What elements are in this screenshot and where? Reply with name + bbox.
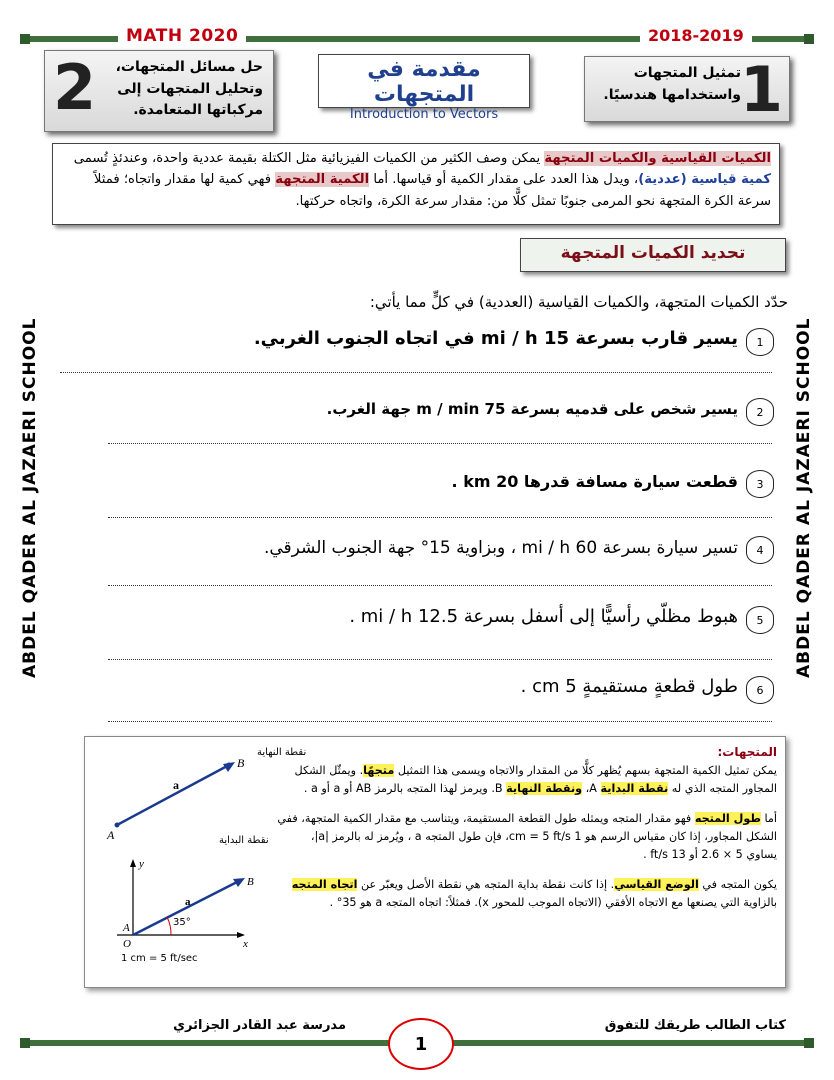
footer-book-title: كتاب الطالب طريقك للتفوق [560, 1018, 792, 1033]
objective-number: 2 [53, 51, 97, 124]
label-b: B [247, 876, 254, 888]
term-standard-position: الوضع القياسي [614, 877, 699, 891]
question-number: 2 [746, 398, 774, 426]
footer-school-name: مدرسة عبد القادر الجزائري [120, 1018, 352, 1033]
question-list [60, 318, 792, 718]
vectors-heading: المتجهات: [717, 745, 777, 759]
question-text: طول قطعةٍ مستقيمةٍ 5 cm . [520, 676, 738, 697]
question-number: 6 [746, 676, 774, 704]
answer-line[interactable] [108, 658, 772, 660]
objective-2 [44, 50, 274, 132]
frame-corner [20, 34, 30, 44]
x-label: x [243, 938, 248, 950]
question-number: 1 [746, 328, 774, 356]
page-number: 1 [388, 1018, 454, 1070]
intro-text: ، ويدل هذا العدد على مقدار الكمية أو قياسها. أما [369, 172, 639, 188]
y-label: y [139, 858, 144, 870]
objective-number: 1 [739, 53, 783, 126]
label-a: A [123, 922, 130, 934]
standard-position-diagram [93, 855, 263, 967]
vector-arrow [117, 765, 229, 825]
label-b: B [237, 756, 245, 770]
frame-corner [804, 34, 814, 44]
answer-line[interactable] [60, 371, 772, 373]
objective-text: تمثيل المتجهات واستخدامها هندسيًا. [603, 65, 741, 103]
question-text: هبوط مظلّي رأسيًّا إلى أسفل بسرعة 12.5 mi / h . [349, 606, 738, 627]
question-text: تسير سيارة بسرعة 60 mi / h ، وبزاوية 15° جهة الجنوب الشرقي. [263, 538, 738, 558]
objective-1 [584, 53, 790, 126]
vectors-info-box [84, 736, 786, 988]
answer-line[interactable] [108, 516, 772, 518]
answer-line[interactable] [108, 720, 772, 722]
angle-label: 35° [173, 917, 191, 928]
term-vector: متجهًا [363, 764, 395, 778]
start-point [115, 823, 120, 828]
vectors-para-2: أما طول المتجه فهو مقدار المتجه ويمثله طول القطعة المستقيمة، ويتناسب مع مقدار الكمية المتجهة، ففي الشكل المجاور، إذا كان مقياس الرسم هو 1 cm = 5 ft/s، فإن طول المتجه a ، ويُرمز له بالرمز |a|، يساوي 5 × 2.6 أو 13 ft/s . [277, 812, 777, 861]
question-number: 3 [746, 470, 774, 498]
label-a: A [107, 828, 115, 842]
term-vector: الكمية المتجهة [275, 172, 370, 188]
vector-diagram [89, 743, 307, 853]
instruction: حدّد الكميات المتجهة، والكميات القياسية (العددية) في كلٍّ مما يأتي: [369, 293, 788, 311]
intro-paragraph [52, 143, 780, 225]
frame-corner [804, 1038, 814, 1048]
frame-corner [20, 1038, 30, 1048]
term-direction: اتجاه المتجه [291, 877, 358, 891]
label-vector: a [185, 896, 191, 908]
term-magnitude: طول المتجه [694, 812, 761, 826]
school-year: 2018-2019 [640, 26, 752, 45]
term-scalar-vector: الكميات القياسية والكميات المتجهة [544, 151, 771, 166]
end-point [227, 763, 232, 768]
question-number: 5 [746, 606, 774, 634]
lesson-title-arabic: مقدمة في المتجهات [367, 57, 481, 107]
term-end-point: ونقطة النهاية [506, 782, 583, 796]
intro-text: فهي كمية لها مقدار واتجاه؛ فمثلاً سرعة الكرة المتجهة نحو المرمى جنوبًا تمثل كلًّا من: مقدار سرعة الكرة، واتجاه حركتها. [93, 172, 771, 209]
question-text: قطعت سيارة مسافة قدرها 20 km . [451, 472, 738, 491]
start-point-label: نقطة البداية [219, 835, 269, 846]
course-title: MATH 2020 [118, 26, 246, 46]
vectors-para-1: يمكن تمثيل الكمية المتجهة بسهم يُظهر كلًّا من المقدار والاتجاه ويسمى هذا التمثيل متجهًا. ويمثّل الشكل المجاور المتجه الذي له نقطة البداية A، ونقطة النهاية B. ويرمز لهذا المتجه بالرمز AB أو a أو a . [294, 764, 777, 796]
vectors-text [277, 743, 777, 912]
scale-label: 1 cm = 5 ft/sec [121, 953, 198, 964]
intro-text: يمكن وصف الكثير من الكميات الفيزيائية مثل الكتلة بقيمة عددية واحدة، وعندئذٍ تُسمى [73, 151, 545, 166]
lesson-title-box [318, 54, 530, 122]
label-vector: a [173, 778, 179, 792]
vectors-para-3: يكون المتجه في الوضع القياسي. إذا كانت نقطة بداية المتجه هي نقطة الأصل ويعبّر عن اتجاه المتجه بالزاوية التي يصنعها مع الاتجاه الأفقي (الاتجاه الموجب للمحور x). فمثلاً: اتجاه المتجه a هو 35° . [291, 877, 777, 909]
section-heading-box [520, 238, 786, 272]
objective-text: حل مسائل المتجهات، وتحليل المتجهات إلى مركباتها المتعامدة. [115, 59, 263, 119]
side-school-label-left: ABDEL QADER AL JAZAERI SCHOOL [20, 317, 40, 678]
side-school-label-right: ABDEL QADER AL JAZAERI SCHOOL [794, 317, 814, 678]
lesson-title-english: Introduction to Vectors [349, 107, 499, 122]
end-point-label: نقطة النهاية [257, 747, 307, 758]
section-heading: تحديد الكميات المتجهة [560, 243, 746, 263]
question-text: يسير شخص على قدميه بسرعة 75 m / min جهة الغرب. [326, 400, 738, 418]
answer-line[interactable] [108, 442, 772, 444]
term-scalar: كمية قياسية (عددية) [638, 172, 771, 188]
answer-line[interactable] [108, 584, 772, 586]
question-text: يسير قارب بسرعة 15 mi / h في اتجاه الجنوب الغربي. [253, 328, 738, 349]
angle-arc [167, 917, 171, 935]
origin-label: O [123, 938, 131, 950]
question-number: 4 [746, 536, 774, 564]
term-start-point: نقطة البداية [600, 782, 669, 796]
